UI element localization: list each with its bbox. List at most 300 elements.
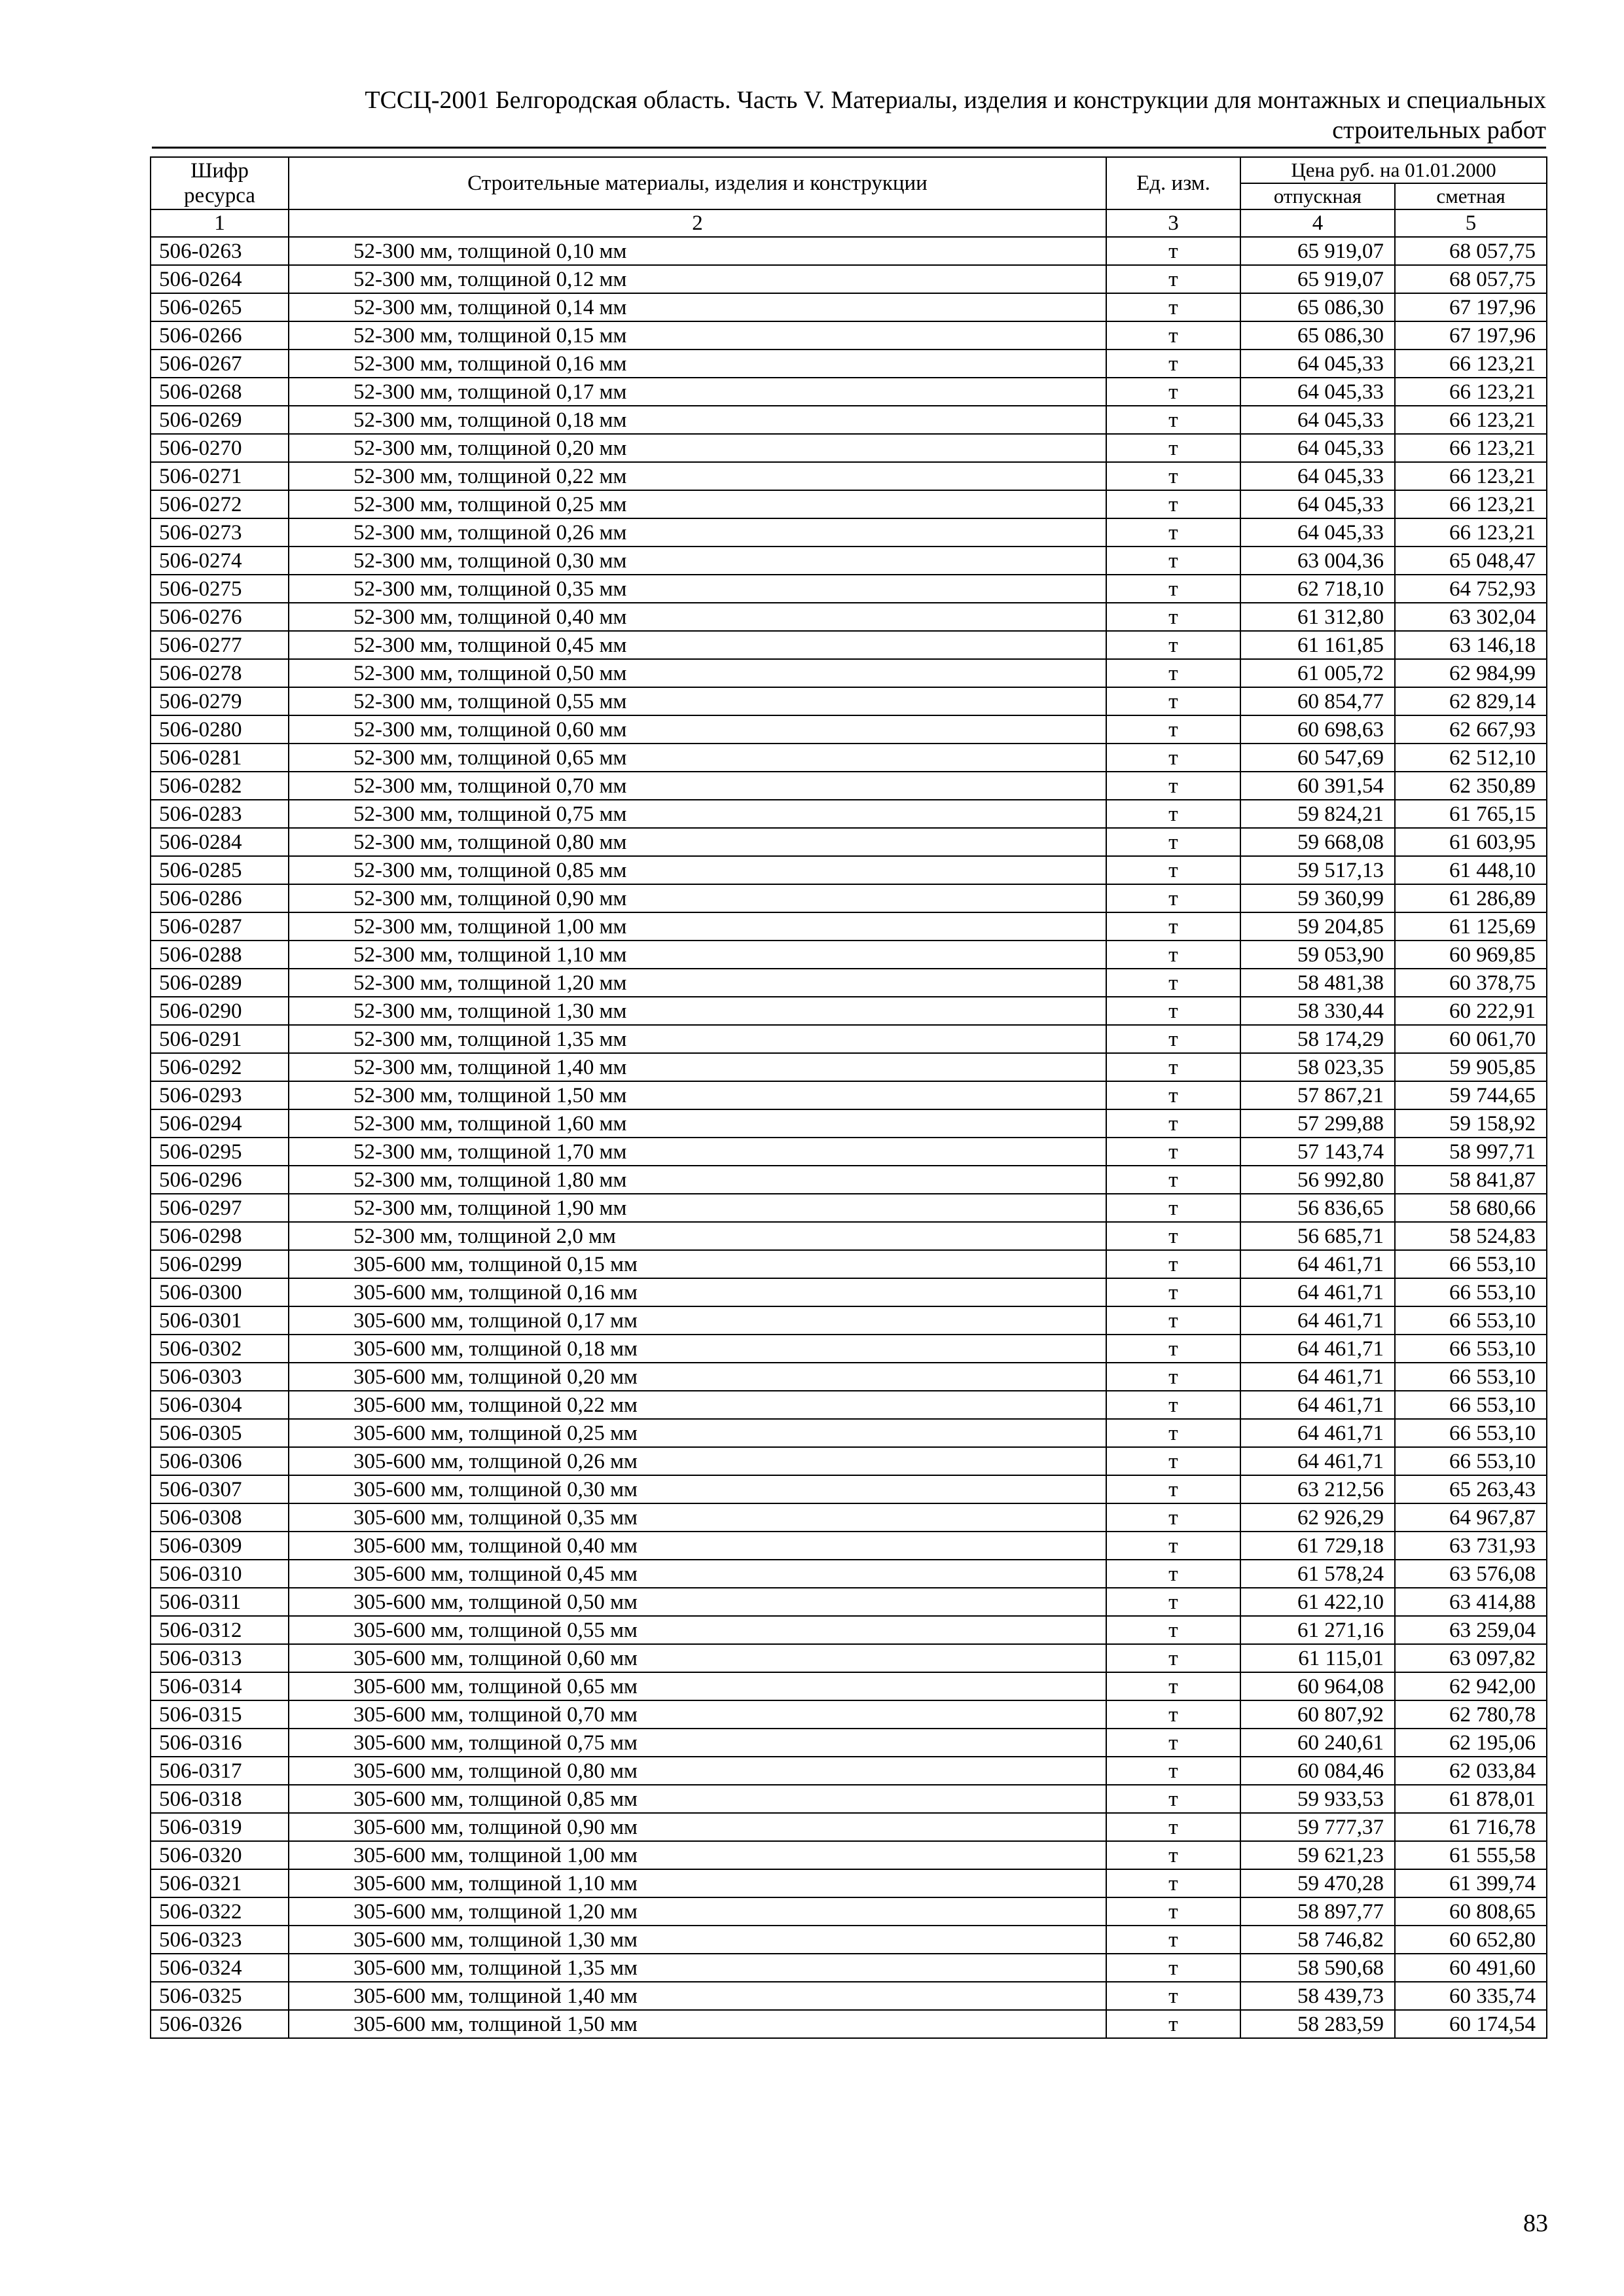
price-release: 59 204,85: [1240, 912, 1395, 941]
resource-code: 506-0286: [151, 884, 289, 912]
price-release: 64 461,71: [1240, 1363, 1395, 1391]
unit: т: [1106, 884, 1240, 912]
table-row: [151, 828, 1547, 856]
price-estimate: 60 061,70: [1395, 1025, 1547, 1053]
price-release: 59 517,13: [1240, 856, 1395, 884]
table-row: [151, 1644, 1547, 1672]
material-name: 305-600 мм, толщиной 0,80 мм: [289, 1757, 1106, 1785]
resource-code: 506-0273: [151, 518, 289, 547]
material-name: 305-600 мм, толщиной 0,30 мм: [289, 1475, 1106, 1503]
price-estimate: 66 123,21: [1395, 406, 1547, 434]
material-name: 305-600 мм, толщиной 0,20 мм: [289, 1363, 1106, 1391]
table-row: [151, 1081, 1547, 1109]
price-release: 58 439,73: [1240, 1982, 1395, 2010]
price-release: 61 161,85: [1240, 631, 1395, 659]
table-row: [151, 1363, 1547, 1391]
unit: т: [1106, 1475, 1240, 1503]
material-name: 305-600 мм, толщиной 0,45 мм: [289, 1560, 1106, 1588]
price-estimate: 66 123,21: [1395, 350, 1547, 378]
table-row: [151, 1391, 1547, 1419]
resource-code: 506-0305: [151, 1419, 289, 1447]
price-estimate: 66 123,21: [1395, 378, 1547, 406]
unit: т: [1106, 969, 1240, 997]
unit: т: [1106, 1053, 1240, 1081]
unit: т: [1106, 1532, 1240, 1560]
resource-code: 506-0320: [151, 1841, 289, 1869]
price-release: 57 143,74: [1240, 1138, 1395, 1166]
unit: т: [1106, 434, 1240, 462]
unit: т: [1106, 293, 1240, 321]
price-estimate: 62 667,93: [1395, 715, 1547, 744]
unit: т: [1106, 2010, 1240, 2038]
price-release: 64 045,33: [1240, 434, 1395, 462]
material-name: 52-300 мм, толщиной 0,18 мм: [289, 406, 1106, 434]
unit: т: [1106, 744, 1240, 772]
resource-code: 506-0279: [151, 687, 289, 715]
resource-code: 506-0316: [151, 1729, 289, 1757]
material-name: 305-600 мм, толщиной 1,10 мм: [289, 1869, 1106, 1897]
resource-code: 506-0268: [151, 378, 289, 406]
unit: т: [1106, 1757, 1240, 1785]
price-release: 61 115,01: [1240, 1644, 1395, 1672]
price-estimate: 58 680,66: [1395, 1194, 1547, 1222]
price-estimate: 61 603,95: [1395, 828, 1547, 856]
material-name: 305-600 мм, толщиной 0,22 мм: [289, 1391, 1106, 1419]
price-release: 58 174,29: [1240, 1025, 1395, 1053]
page-number: 83: [1523, 2210, 1548, 2237]
unit: т: [1106, 1672, 1240, 1700]
unit: т: [1106, 350, 1240, 378]
table-row: [151, 1109, 1547, 1138]
material-name: 305-600 мм, толщиной 0,15 мм: [289, 1250, 1106, 1278]
price-estimate: 66 123,21: [1395, 434, 1547, 462]
resource-code: 506-0294: [151, 1109, 289, 1138]
price-estimate: 61 765,15: [1395, 800, 1547, 828]
material-name: 52-300 мм, толщиной 0,26 мм: [289, 518, 1106, 547]
unit: т: [1106, 265, 1240, 293]
price-estimate: 64 752,93: [1395, 575, 1547, 603]
price-release: 62 926,29: [1240, 1503, 1395, 1532]
material-name: 52-300 мм, толщиной 2,0 мм: [289, 1222, 1106, 1250]
resource-code: 506-0310: [151, 1560, 289, 1588]
price-estimate: 61 286,89: [1395, 884, 1547, 912]
price-estimate: 62 033,84: [1395, 1757, 1547, 1785]
table-row: [151, 856, 1547, 884]
resource-code: 506-0300: [151, 1278, 289, 1306]
price-release: 64 461,71: [1240, 1447, 1395, 1475]
price-release: 59 053,90: [1240, 941, 1395, 969]
price-estimate: 58 841,87: [1395, 1166, 1547, 1194]
material-name: 52-300 мм, толщиной 0,80 мм: [289, 828, 1106, 856]
material-name: 305-600 мм, толщиной 0,25 мм: [289, 1419, 1106, 1447]
price-release: 58 283,59: [1240, 2010, 1395, 2038]
price-release: 60 084,46: [1240, 1757, 1395, 1785]
price-release: 59 360,99: [1240, 884, 1395, 912]
price-estimate: 67 197,96: [1395, 293, 1547, 321]
price-estimate: 60 335,74: [1395, 1982, 1547, 2010]
resource-code: 506-0266: [151, 321, 289, 350]
price-release: 60 854,77: [1240, 687, 1395, 715]
price-release: 65 919,07: [1240, 237, 1395, 265]
table-row: [151, 1053, 1547, 1081]
table-row: [151, 490, 1547, 518]
unit: т: [1106, 1644, 1240, 1672]
table-row: [151, 744, 1547, 772]
price-estimate: 62 984,99: [1395, 659, 1547, 687]
unit: т: [1106, 1306, 1240, 1335]
header-title-line2: строительных работ: [1332, 117, 1546, 144]
price-estimate: 60 491,60: [1395, 1954, 1547, 1982]
table-row: [151, 772, 1547, 800]
price-release: 64 045,33: [1240, 406, 1395, 434]
material-name: 52-300 мм, толщиной 0,60 мм: [289, 715, 1106, 744]
resource-code: 506-0288: [151, 941, 289, 969]
price-estimate: 58 524,83: [1395, 1222, 1547, 1250]
price-estimate: 66 553,10: [1395, 1363, 1547, 1391]
price-release: 65 086,30: [1240, 293, 1395, 321]
resource-code: 506-0271: [151, 462, 289, 490]
material-name: 52-300 мм, толщиной 1,30 мм: [289, 997, 1106, 1025]
resource-code: 506-0302: [151, 1335, 289, 1363]
material-name: 52-300 мм, толщиной 0,12 мм: [289, 265, 1106, 293]
resource-code: 506-0265: [151, 293, 289, 321]
material-name: 305-600 мм, толщиной 0,60 мм: [289, 1644, 1106, 1672]
resource-code: 506-0307: [151, 1475, 289, 1503]
table-row: [151, 434, 1547, 462]
table-row: [151, 1926, 1547, 1954]
price-estimate: 67 197,96: [1395, 321, 1547, 350]
unit: т: [1106, 1897, 1240, 1926]
table-row: [151, 350, 1547, 378]
resource-code: 506-0289: [151, 969, 289, 997]
resource-code: 506-0313: [151, 1644, 289, 1672]
price-release: 59 621,23: [1240, 1841, 1395, 1869]
price-estimate: 62 350,89: [1395, 772, 1547, 800]
table-row: [151, 1729, 1547, 1757]
price-estimate: 65 263,43: [1395, 1475, 1547, 1503]
table-row: [151, 1954, 1547, 1982]
price-estimate: 61 125,69: [1395, 912, 1547, 941]
table-row: [151, 1447, 1547, 1475]
resource-code: 506-0326: [151, 2010, 289, 2038]
table-row: [151, 969, 1547, 997]
material-name: 52-300 мм, толщиной 0,70 мм: [289, 772, 1106, 800]
material-name: 52-300 мм, толщиной 0,30 мм: [289, 547, 1106, 575]
material-name: 305-600 мм, толщиной 0,65 мм: [289, 1672, 1106, 1700]
unit: т: [1106, 1785, 1240, 1813]
price-estimate: 58 997,71: [1395, 1138, 1547, 1166]
table-row: [151, 1335, 1547, 1363]
table-row: [151, 321, 1547, 350]
unit: т: [1106, 1222, 1240, 1250]
material-name: 52-300 мм, толщиной 1,10 мм: [289, 941, 1106, 969]
price-estimate: 63 097,82: [1395, 1644, 1547, 1672]
table-row: [151, 575, 1547, 603]
unit: т: [1106, 1278, 1240, 1306]
resource-code: 506-0278: [151, 659, 289, 687]
unit: т: [1106, 378, 1240, 406]
unit: т: [1106, 1813, 1240, 1841]
resource-code: 506-0303: [151, 1363, 289, 1391]
price-estimate: 63 259,04: [1395, 1616, 1547, 1644]
material-name: 52-300 мм, толщиной 0,35 мм: [289, 575, 1106, 603]
resource-code: 506-0319: [151, 1813, 289, 1841]
table-row: [151, 265, 1547, 293]
table-body: [151, 209, 1547, 2038]
price-release: 59 470,28: [1240, 1869, 1395, 1897]
unit: т: [1106, 1954, 1240, 1982]
unit: т: [1106, 575, 1240, 603]
table-row: [151, 1757, 1547, 1785]
material-name: 305-600 мм, толщиной 0,26 мм: [289, 1447, 1106, 1475]
resource-code: 506-0323: [151, 1926, 289, 1954]
column-number: 1: [151, 209, 289, 237]
price-release: 64 461,71: [1240, 1335, 1395, 1363]
material-name: 305-600 мм, толщиной 0,17 мм: [289, 1306, 1106, 1335]
resource-code: 506-0324: [151, 1954, 289, 1982]
material-name: 52-300 мм, толщиной 0,85 мм: [289, 856, 1106, 884]
price-estimate: 62 512,10: [1395, 744, 1547, 772]
unit: т: [1106, 912, 1240, 941]
price-release: 59 777,37: [1240, 1813, 1395, 1841]
material-name: 305-600 мм, толщиной 0,35 мм: [289, 1503, 1106, 1532]
material-name: 305-600 мм, толщиной 0,90 мм: [289, 1813, 1106, 1841]
unit: т: [1106, 800, 1240, 828]
price-release: 64 461,71: [1240, 1391, 1395, 1419]
price-release: 64 045,33: [1240, 490, 1395, 518]
price-release: 58 590,68: [1240, 1954, 1395, 1982]
price-estimate: 66 553,10: [1395, 1278, 1547, 1306]
price-release: 59 933,53: [1240, 1785, 1395, 1813]
price-release: 58 023,35: [1240, 1053, 1395, 1081]
table-row: [151, 687, 1547, 715]
resource-code: 506-0318: [151, 1785, 289, 1813]
material-name: 52-300 мм, толщиной 1,60 мм: [289, 1109, 1106, 1138]
resource-code: 506-0275: [151, 575, 289, 603]
price-release: 60 964,08: [1240, 1672, 1395, 1700]
price-estimate: 61 878,01: [1395, 1785, 1547, 1813]
resource-code: 506-0322: [151, 1897, 289, 1926]
price-estimate: 60 378,75: [1395, 969, 1547, 997]
material-name: 52-300 мм, толщиной 1,50 мм: [289, 1081, 1106, 1109]
unit: т: [1106, 772, 1240, 800]
unit: т: [1106, 687, 1240, 715]
material-name: 52-300 мм, толщиной 1,80 мм: [289, 1166, 1106, 1194]
price-release: 64 461,71: [1240, 1306, 1395, 1335]
price-release: 57 299,88: [1240, 1109, 1395, 1138]
price-estimate: 66 123,21: [1395, 490, 1547, 518]
material-name: 305-600 мм, толщиной 0,85 мм: [289, 1785, 1106, 1813]
price-release: 62 718,10: [1240, 575, 1395, 603]
material-name: 52-300 мм, толщиной 0,45 мм: [289, 631, 1106, 659]
price-release: 64 461,71: [1240, 1278, 1395, 1306]
unit: т: [1106, 1109, 1240, 1138]
table-row: [151, 1672, 1547, 1700]
price-estimate: 63 302,04: [1395, 603, 1547, 631]
unit: т: [1106, 1447, 1240, 1475]
material-name: 52-300 мм, толщиной 1,90 мм: [289, 1194, 1106, 1222]
price-estimate: 60 174,54: [1395, 2010, 1547, 2038]
resource-code: 506-0317: [151, 1757, 289, 1785]
price-estimate: 66 553,10: [1395, 1447, 1547, 1475]
resource-code: 506-0276: [151, 603, 289, 631]
resource-code: 506-0283: [151, 800, 289, 828]
unit: т: [1106, 1081, 1240, 1109]
table-row: [151, 1869, 1547, 1897]
unit: т: [1106, 603, 1240, 631]
material-name: 52-300 мм, толщиной 0,25 мм: [289, 490, 1106, 518]
price-estimate: 62 829,14: [1395, 687, 1547, 715]
column-number: 5: [1395, 209, 1547, 237]
table-row: [151, 1419, 1547, 1447]
resource-code: 506-0272: [151, 490, 289, 518]
unit: т: [1106, 1391, 1240, 1419]
material-name: 305-600 мм, толщиной 1,35 мм: [289, 1954, 1106, 1982]
price-estimate: 64 967,87: [1395, 1503, 1547, 1532]
material-name: 52-300 мм, толщиной 1,00 мм: [289, 912, 1106, 941]
resource-code: 506-0314: [151, 1672, 289, 1700]
price-release: 58 481,38: [1240, 969, 1395, 997]
price-release: 64 045,33: [1240, 462, 1395, 490]
resource-code: 506-0321: [151, 1869, 289, 1897]
resource-code: 506-0270: [151, 434, 289, 462]
price-release: 64 045,33: [1240, 518, 1395, 547]
price-estimate: 66 553,10: [1395, 1391, 1547, 1419]
price-estimate: 66 123,21: [1395, 518, 1547, 547]
price-release: 59 668,08: [1240, 828, 1395, 856]
material-name: 52-300 мм, толщиной 0,16 мм: [289, 350, 1106, 378]
table-row: [151, 1560, 1547, 1588]
price-estimate: 63 731,93: [1395, 1532, 1547, 1560]
material-name: 52-300 мм, толщиной 0,14 мм: [289, 293, 1106, 321]
price-table: [150, 156, 1547, 2039]
price-estimate: 62 942,00: [1395, 1672, 1547, 1700]
material-name: 305-600 мм, толщиной 0,75 мм: [289, 1729, 1106, 1757]
price-estimate: 62 780,78: [1395, 1700, 1547, 1729]
material-name: 52-300 мм, толщиной 0,55 мм: [289, 687, 1106, 715]
material-name: 305-600 мм, толщиной 0,70 мм: [289, 1700, 1106, 1729]
price-release: 61 005,72: [1240, 659, 1395, 687]
resource-code: 506-0287: [151, 912, 289, 941]
price-estimate: 66 553,10: [1395, 1419, 1547, 1447]
material-name: 305-600 мм, толщиной 1,50 мм: [289, 2010, 1106, 2038]
resource-code: 506-0285: [151, 856, 289, 884]
table-row: [151, 1250, 1547, 1278]
resource-code: 506-0315: [151, 1700, 289, 1729]
unit: т: [1106, 1841, 1240, 1869]
price-release: 60 547,69: [1240, 744, 1395, 772]
resource-code: 506-0282: [151, 772, 289, 800]
price-release: 61 729,18: [1240, 1532, 1395, 1560]
price-release: 64 045,33: [1240, 378, 1395, 406]
unit: т: [1106, 997, 1240, 1025]
table-row: [151, 547, 1547, 575]
price-estimate: 61 448,10: [1395, 856, 1547, 884]
price-estimate: 61 555,58: [1395, 1841, 1547, 1869]
price-release: 64 045,33: [1240, 350, 1395, 378]
unit: т: [1106, 1700, 1240, 1729]
resource-code: 506-0267: [151, 350, 289, 378]
material-name: 52-300 мм, толщиной 0,15 мм: [289, 321, 1106, 350]
resource-code: 506-0291: [151, 1025, 289, 1053]
unit: т: [1106, 1335, 1240, 1363]
price-estimate: 68 057,75: [1395, 265, 1547, 293]
table-row: [151, 800, 1547, 828]
price-estimate: 60 652,80: [1395, 1926, 1547, 1954]
table-row: [151, 406, 1547, 434]
resource-code: 506-0304: [151, 1391, 289, 1419]
material-name: 305-600 мм, толщиной 0,55 мм: [289, 1616, 1106, 1644]
unit: т: [1106, 1503, 1240, 1532]
table-row: [151, 1897, 1547, 1926]
column-number-row: [151, 209, 1547, 237]
material-name: 52-300 мм, толщиной 0,20 мм: [289, 434, 1106, 462]
col-header-price-group: Цена руб. на 01.01.2000: [1240, 157, 1547, 183]
price-release: 61 271,16: [1240, 1616, 1395, 1644]
resource-code: 506-0281: [151, 744, 289, 772]
resource-code: 506-0264: [151, 265, 289, 293]
table-row: [151, 518, 1547, 547]
table-row: [151, 1982, 1547, 2010]
material-name: 52-300 мм, толщиной 0,90 мм: [289, 884, 1106, 912]
resource-code: 506-0274: [151, 547, 289, 575]
page-header: [152, 85, 1546, 149]
col-header-name: Строительные материалы, изделия и конструкции: [289, 157, 1106, 209]
unit: т: [1106, 406, 1240, 434]
unit: т: [1106, 518, 1240, 547]
resource-code: 506-0306: [151, 1447, 289, 1475]
unit: т: [1106, 1250, 1240, 1278]
price-release: 61 422,10: [1240, 1588, 1395, 1616]
price-estimate: 66 553,10: [1395, 1306, 1547, 1335]
table-row: [151, 293, 1547, 321]
column-number: 4: [1240, 209, 1395, 237]
table-row: [151, 1616, 1547, 1644]
material-name: 52-300 мм, толщиной 1,20 мм: [289, 969, 1106, 997]
price-estimate: 63 146,18: [1395, 631, 1547, 659]
unit: т: [1106, 1926, 1240, 1954]
table-row: [151, 603, 1547, 631]
resource-code: 506-0284: [151, 828, 289, 856]
resource-code: 506-0292: [151, 1053, 289, 1081]
table-row: [151, 1166, 1547, 1194]
table-row: [151, 1278, 1547, 1306]
resource-code: 506-0309: [151, 1532, 289, 1560]
unit: т: [1106, 1588, 1240, 1616]
price-release: 58 746,82: [1240, 1926, 1395, 1954]
table-row: [151, 462, 1547, 490]
unit: т: [1106, 490, 1240, 518]
material-name: 305-600 мм, толщиной 0,16 мм: [289, 1278, 1106, 1306]
unit: т: [1106, 1194, 1240, 1222]
resource-code: 506-0269: [151, 406, 289, 434]
material-name: 52-300 мм, толщиной 0,10 мм: [289, 237, 1106, 265]
resource-code: 506-0296: [151, 1166, 289, 1194]
material-name: 305-600 мм, толщиной 1,30 мм: [289, 1926, 1106, 1954]
price-estimate: 60 808,65: [1395, 1897, 1547, 1926]
material-name: 52-300 мм, толщиной 1,40 мм: [289, 1053, 1106, 1081]
unit: т: [1106, 321, 1240, 350]
price-estimate: 66 553,10: [1395, 1250, 1547, 1278]
price-estimate: 63 414,88: [1395, 1588, 1547, 1616]
price-release: 64 461,71: [1240, 1250, 1395, 1278]
table-row: [151, 1700, 1547, 1729]
header-title-line1: ТССЦ-2001 Белгородская область. Часть V. Материалы, изделия и конструкции для монтажных и специальных: [365, 86, 1546, 114]
table-row: [151, 1532, 1547, 1560]
col-header-unit: Ед. изм.: [1106, 157, 1240, 209]
price-release: 63 004,36: [1240, 547, 1395, 575]
col-header-price-release: отпускная: [1240, 183, 1395, 209]
